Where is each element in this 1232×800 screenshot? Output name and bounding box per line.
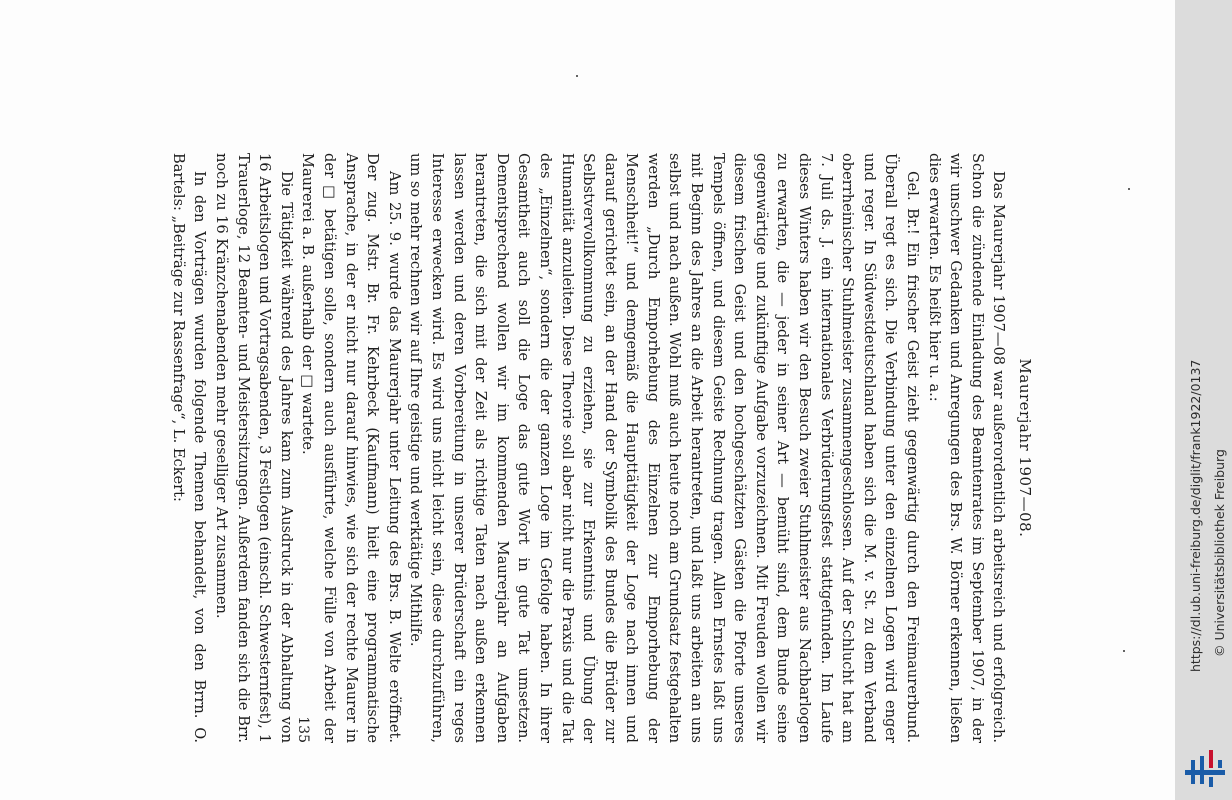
page-number: 135 [295,716,311,743]
paragraph: Gel. Br.! Ein frischer Geist zieht gegenwärtig durch den Freimaurerbund. Überall regt es sich. Die Verbindung unter den einzelnen Logen wird enger und reger. In Südwestdeutschland haben sich die M. v. St. zu dem Verband oberrheinischer Stuhlmeister zusammengeschlossen. Auf der Schlucht hat am 7. Juli ds. J. ein internationales Verbrüderungsfest stattgefunden. Im Laufe dieses Winters haben wir den Besuch zweier Stuhlmeister aus Nachbarlogen zu erwarten, die — jeder in seiner Art — bemüht sind, dem Bunde seine gegenwärtige und zukünftige Aufgabe vorzuzeichnen. Mit Freuden wollen wir diesem frischen Geist und den hochgeschätzten Gästen die Pforte unseres Tempels öffnen, und diesem Geiste Rechnung tragen. Allen Ernstes laßt uns mit Beginn des Jahres an die Arbeit herantreten, und laßt uns arbeiten an uns selbst und nach außen. Wohl muß auch heute noch am Grundsatz festgehalten werden „Durch Emporhebung des Einzelnen zur Emporhebung der Menschheit!“ und demgemäß die Haupttätigkeit der Loge nach innen und darauf gerichtet sein, an der Hand der Symbolik des Bundes die Brüder zur Selbstvervollkommung zu erziehen, sie zur Erkenntnis und Übung der Humanität anzuleiten. Diese Theorie soll aber nicht nur die Praxis und die Tat des „Einzelnen“, sondern die der ganzen Loge im Gefolge haben. In ihrer Gesamtheit auch soll die Loge das gute Wort in gute Tat umsetzen. Dementsprechend wollen wir im kommenden Maurerjahr an Aufgaben herantreten, die sich mit der Zeit als richtige Taten nach außen erkennen lassen werden und deren Vorbereitung in unserer Brüderschaft ein reges Interesse erwecken wird. Es wird uns nicht leicht sein, diese durchzuführen, um so mehr rechnen wir auf Ihre geistige und werktätige Mithilfe. [407,153,922,743]
permalink-url[interactable]: https://dl.ub.uni-freiburg.de/diglit/frank1922/0137 [1188,359,1203,672]
paragraph: Die Tätigkeit während des Jahres kam zum Ausdruck in der Abhaltung von 16 Arbeitslogen und Vortragsabenden, 3 Festlogen (einschl. Schwesternfest), 1 Trauerloge, 12 Beamten- und Meistersitzungen. Außerdem fanden sich die Brr. noch zu 16 Kränzchenabenden mehr geselliger Art zusammen. [213,153,295,743]
paragraph: Das Maurerjahr 1907—08 war außerordentlich arbeitsreich und erfolgreich. Schon die zündende Einladung des Beamtenrates im September 1907, in der wir unschwer Gedanken und Anregungen des Brs. W. Börner erkennen, ließen dies erwarten. Es heißt hier u. a.: [925,153,1008,743]
paragraph: Am 25. 9. wurde das Maurerjahr unter Leitung des Brs. B. Welte eröffnet. Der zug. Mstr. Br. Fr. Kehrbeck (Kaufmann) hielt eine programmatische Ansprache, in der er nicht nur darauf hinwies, wie sich der rechte Maurer in der □ betätigen solle, sondern auch ausführte, welche Fülle von Arbeit der Maurerei a. B. außerhalb der □ wartete. [299,153,403,743]
info-strip [1175,0,1232,800]
scan-speck [1123,650,1125,652]
printed-text-block [115,153,1035,743]
scan-speck [576,75,578,77]
scan-speck [1128,188,1130,190]
copyright-notice: © Universitätsbibliothek Freiburg [1212,449,1227,657]
section-heading: Maurerjahr 1907—08. [1016,358,1034,538]
ub-freiburg-logo-icon [1183,746,1227,790]
paragraph: In den Vorträgen wurden folgende Themen behandelt, von den Brrn. O. Bartels: „Beiträge zur Rassenfrage“, L. Eckert: [169,153,209,743]
